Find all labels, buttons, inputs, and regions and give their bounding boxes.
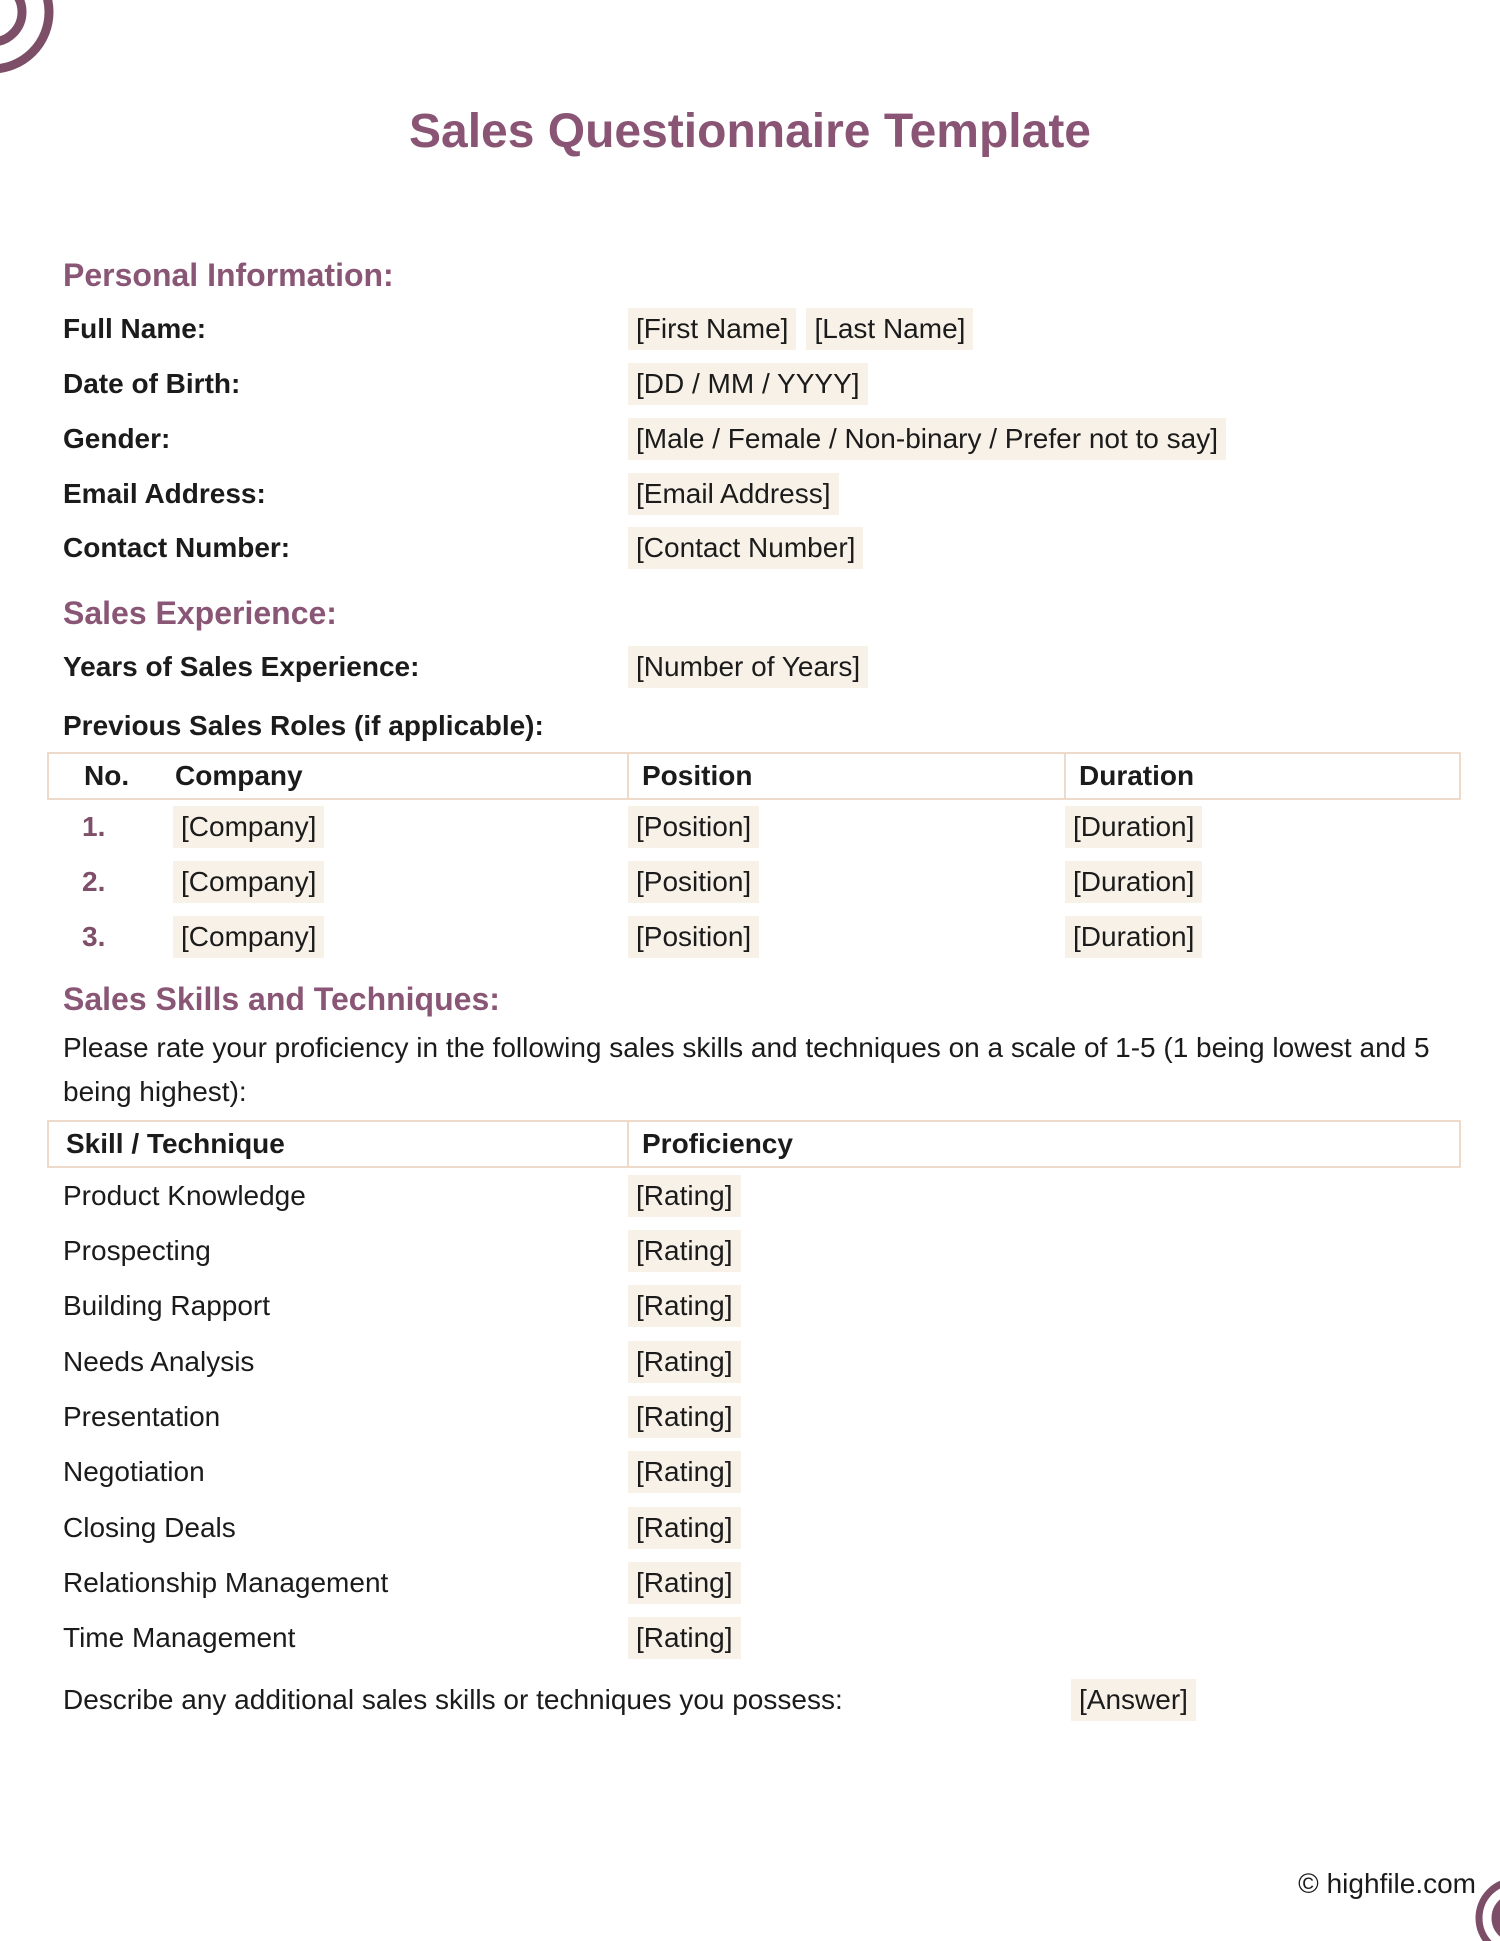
previous-roles-label: Previous Sales Roles (if applicable): [63,710,544,741]
rating-placeholder[interactable]: [Rating] [628,1230,741,1272]
highfile-logo-icon [1400,1866,1500,1941]
rating-placeholder[interactable]: [Rating] [628,1562,741,1604]
skill-row [63,1229,741,1273]
field-label-date-of-birth: Date of Birth: [63,368,241,399]
last-name-placeholder[interactable]: [Last Name] [806,308,973,350]
field-row-gender [63,417,1226,461]
rating-placeholder[interactable]: [Rating] [628,1617,741,1659]
contact-number-placeholder[interactable]: [Contact Number] [628,527,863,569]
header-cell-position: Position [627,754,1064,798]
position-placeholder[interactable]: [Position] [628,916,759,958]
rating-placeholder[interactable]: [Rating] [628,1175,741,1217]
skill-label: Building Rapport [63,1290,271,1321]
rating-placeholder[interactable]: [Rating] [628,1285,741,1327]
field-label-contact-number: Contact Number: [63,532,291,563]
previous-roles-table-header [47,752,1461,800]
field-row-contact-number [63,526,863,570]
skill-row [63,1616,741,1660]
skill-row [63,1284,741,1328]
skill-label: Negotiation [63,1456,205,1487]
skill-label: Closing Deals [63,1512,236,1543]
skills-table-header [47,1120,1461,1168]
additional-skills-label: Describe any additional sales skills or techniques you possess: [63,1684,843,1715]
position-placeholder[interactable]: [Position] [628,806,759,848]
highfile-logo-icon [0,0,100,120]
field-row-email-address [63,472,839,516]
previous-roles-table-row [47,915,1461,959]
company-placeholder[interactable]: [Company] [173,806,324,848]
skill-label: Needs Analysis [63,1346,255,1377]
first-name-placeholder[interactable]: [First Name] [628,308,796,350]
footer-credit: © highfile.com [1298,1868,1476,1899]
skill-label: Time Management [63,1622,296,1653]
section-heading-personal-information: Personal Information: [63,256,394,293]
header-cell-duration: Duration [1064,754,1459,798]
duration-placeholder[interactable]: [Duration] [1065,916,1202,958]
skills-intro-text: Please rate your proficiency in the following sales skills and techniques on a scale of 1-5 (1 being lowest and 5 being highest): [63,1032,1430,1107]
skill-row [63,1450,741,1494]
position-placeholder[interactable]: [Position] [628,861,759,903]
skill-label: Presentation [63,1401,221,1432]
rating-placeholder[interactable]: [Rating] [628,1451,741,1493]
row-number: 3. [82,921,106,952]
page-title: Sales Questionnaire Template [408,105,1091,158]
skill-label: Prospecting [63,1235,211,1266]
duration-placeholder[interactable]: [Duration] [1065,806,1202,848]
skill-label: Relationship Management [63,1567,389,1598]
skill-row [63,1506,741,1550]
rating-placeholder[interactable]: [Rating] [628,1341,741,1383]
header-cell-company: Company [175,760,303,791]
row-number: 2. [82,866,106,897]
answer-placeholder[interactable]: [Answer] [1071,1679,1196,1721]
rating-placeholder[interactable]: [Rating] [628,1507,741,1549]
company-placeholder[interactable]: [Company] [173,916,324,958]
field-label-gender: Gender: [63,423,171,454]
field-label-email-address: Email Address: [63,478,266,509]
section-heading-sales-experience: Sales Experience: [63,594,337,631]
rating-placeholder[interactable]: [Rating] [628,1396,741,1438]
date-of-birth-placeholder[interactable]: [DD / MM / YYYY] [628,363,868,405]
header-cell-skill-technique: Skill / Technique [66,1128,285,1159]
field-label-years-of-experience: Years of Sales Experience: [63,651,420,682]
field-row-full-name [63,307,973,351]
company-placeholder[interactable]: [Company] [173,861,324,903]
field-row-years-of-experience [63,645,868,689]
header-cell-no: No. [84,760,130,791]
additional-skills-row [63,1678,1461,1722]
skill-row [63,1174,741,1218]
header-cell-proficiency: Proficiency [627,1122,1459,1166]
number-of-years-placeholder[interactable]: [Number of Years] [628,646,868,688]
duration-placeholder[interactable]: [Duration] [1065,861,1202,903]
skill-row [63,1561,741,1605]
row-number: 1. [82,811,106,842]
previous-roles-table-row [47,805,1461,849]
section-heading-sales-skills: Sales Skills and Techniques: [63,980,500,1017]
skill-label: Product Knowledge [63,1180,306,1211]
field-label-full-name: Full Name: [63,313,207,344]
skill-row [63,1340,741,1384]
email-address-placeholder[interactable]: [Email Address] [628,473,839,515]
field-row-date-of-birth [63,362,868,406]
skill-row [63,1395,741,1439]
gender-placeholder[interactable]: [Male / Female / Non-binary / Prefer not to say] [628,418,1226,460]
previous-roles-table-row [47,860,1461,904]
